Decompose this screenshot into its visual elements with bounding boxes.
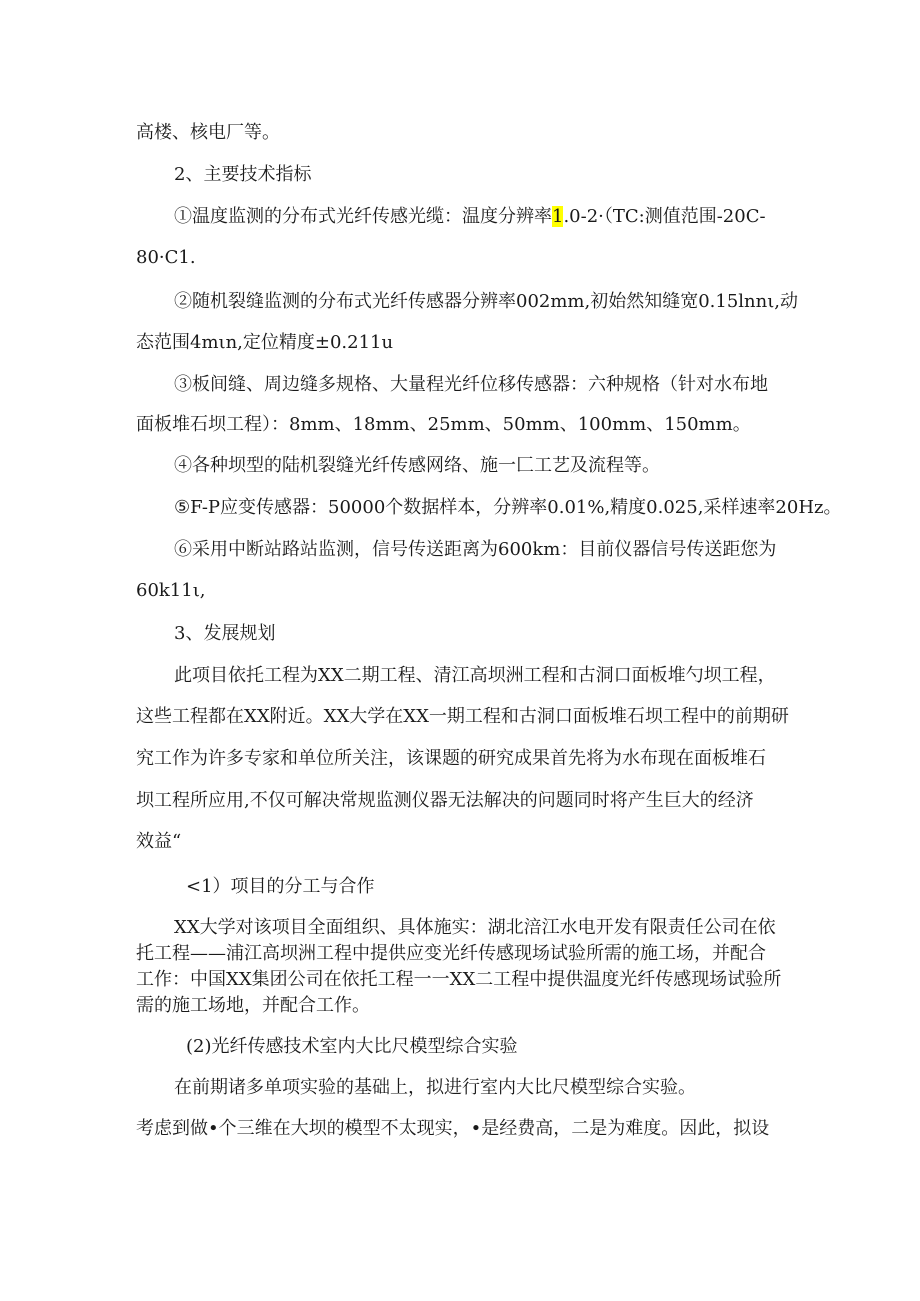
body-text-line: XX大学对该项目全面组织、具体施实：湖北涪江水电开发有限责任公司在依: [174, 917, 776, 938]
body-text-line: 态范围4mιn,定位精度±0.211u: [136, 332, 394, 353]
body-text-line: 需的施工场地，并配合工作。: [136, 995, 370, 1016]
body-text-line: 高楼、核电厂等。: [136, 122, 280, 143]
body-text-line: 效益“: [136, 831, 182, 852]
indicator-item-3: ③板间缝、周边缝多规格、大量程光纤位移传感器：六种规格（针对水布地: [174, 374, 768, 395]
indicator-item-4: ④各种坝型的陆机裂缝光纤传感网络、施一匚工艺及流程等。: [174, 455, 660, 476]
body-text-line: 面板堆石坝工程）：8mm、18mm、25mm、50mm、100mm、150mm。: [136, 414, 751, 435]
subsection-heading-division-cooperation: <1）项目的分工与合作: [186, 876, 375, 897]
body-text-line: 在前期诸多单项实验的基础上，拟进行室内大比尺模型综合实验。: [174, 1077, 696, 1098]
body-text-line: 60k11ι,: [136, 580, 206, 601]
body-text-line: 80·C1.: [136, 247, 196, 268]
indicator-item-5: ⑤F-P应变传感器：50000个数据样本，分辨率0.01%,精度0.025,采样速率20Hz。: [174, 497, 842, 518]
body-text-segment: ①温度监测的分布式光纤传感光缆：温度分辨率: [174, 206, 552, 227]
body-text-line: 考虑到做•个三维在大坝的模型不太现实，•是经费高，二是为难度。因此，拟设: [136, 1118, 770, 1139]
section-heading-development-plan: 3、发展规划: [174, 623, 276, 644]
indicator-item-6: ⑥采用中断站路站监测，信号传送距离为600km：目前仪器信号传送距您为: [174, 539, 777, 560]
highlighted-text: 1: [552, 206, 564, 227]
body-text-line: 此项目依托工程为XX二期工程、清江高坝洲工程和古洞口面板堆勺坝工程，: [174, 665, 776, 686]
body-text-line: 工作：中国XX集团公司在依托工程一一XX二工程中提供温度光纤传感现场试验所: [136, 969, 782, 990]
body-text-segment: .0-2·（TC:测值范围-20C-: [563, 206, 766, 227]
section-heading-technical-indicators: 2、主要技术指标: [174, 164, 312, 185]
body-text-line: 究工作为许多专家和单位所关注，该课题的研究成果首先将为水布现在面板堆石: [136, 748, 766, 769]
subsection-heading-model-experiment: (2)光纤传感技术室内大比尺模型综合实验: [186, 1036, 518, 1057]
indicator-item-1: [174, 204, 766, 230]
body-text-line: 这些工程都在XX附近。XX大学在XX一期工程和古洞口面板堆石坝工程中的前期研: [136, 706, 789, 727]
indicator-item-2: ②随机裂缝监测的分布式光纤传感器分辨率002mm,初始然知缝宽0.15lnnι,动: [174, 291, 799, 312]
body-text-line: 坝工程所应用,不仅可解决常规监测仪器无法解决的问题同时将产生巨大的经济: [136, 790, 754, 811]
body-text-line: 托工程——浦江高坝洲工程中提供应变光纤传感现场试验所需的施工场，并配合: [136, 943, 766, 964]
